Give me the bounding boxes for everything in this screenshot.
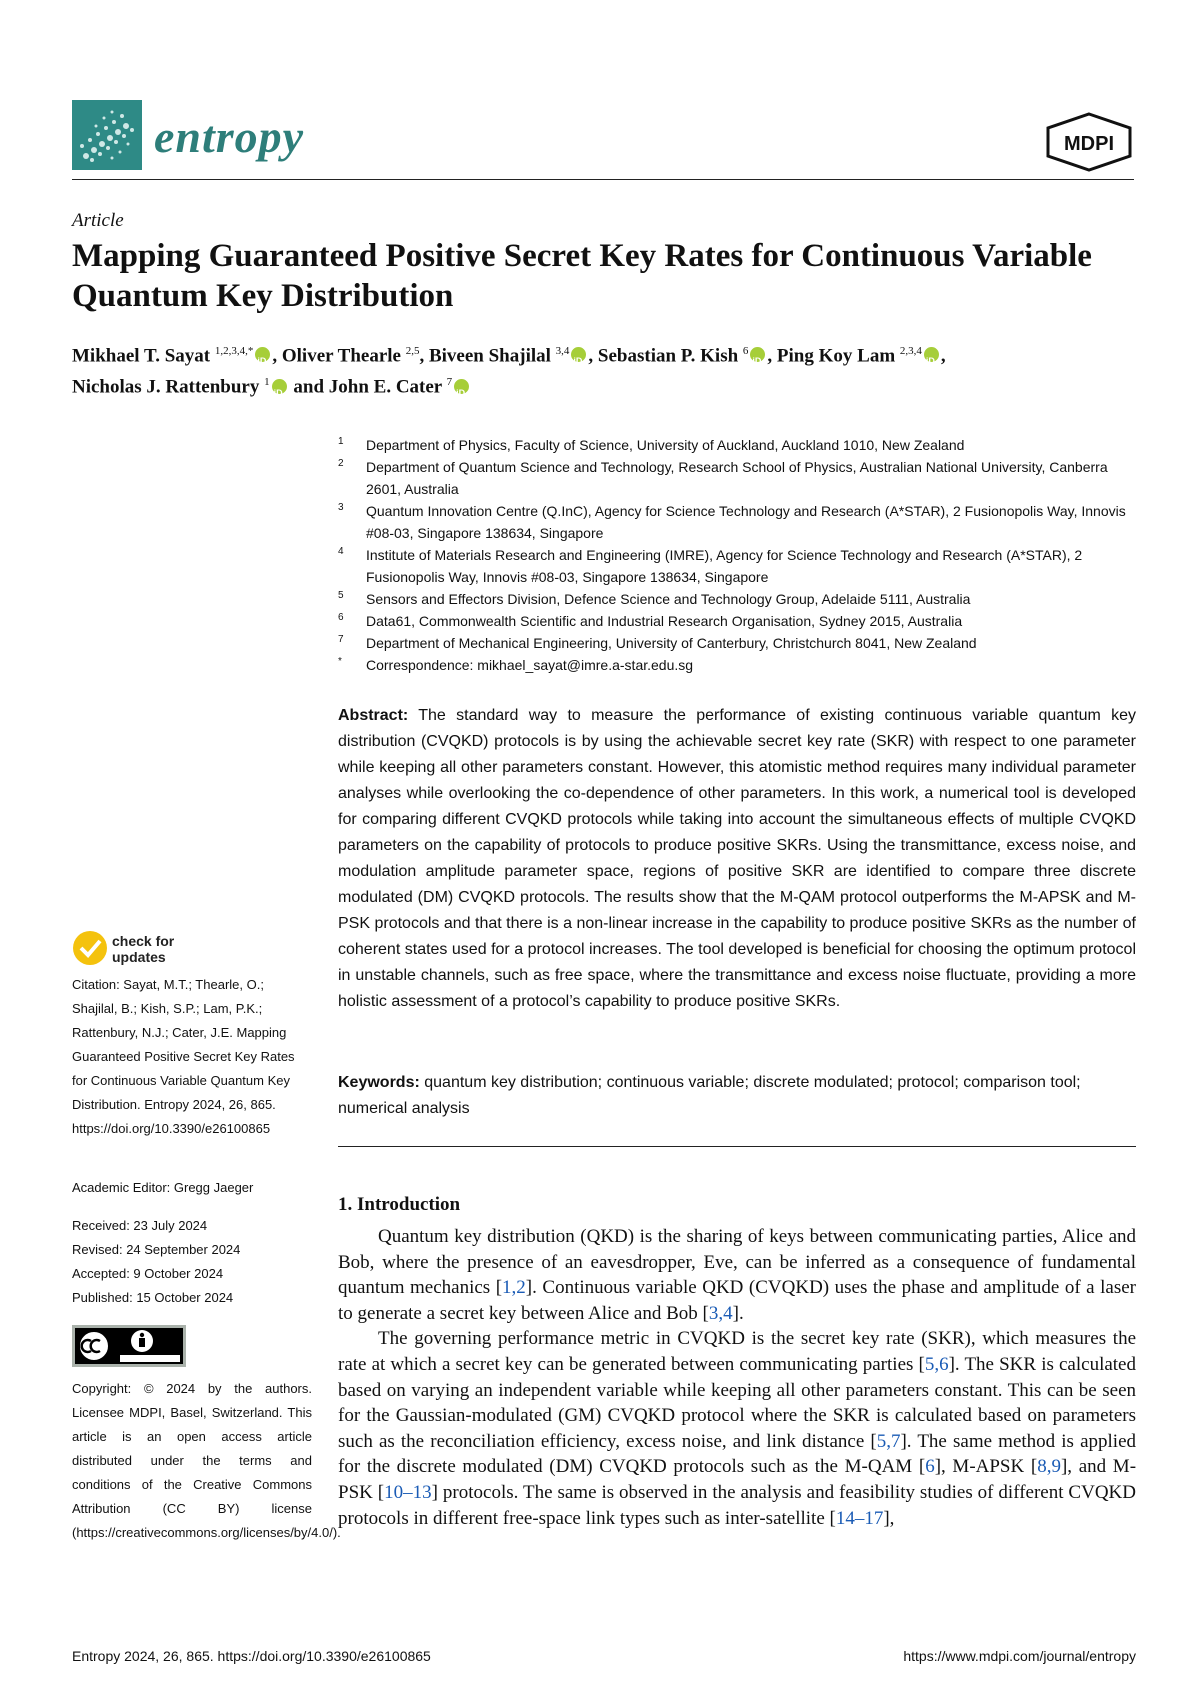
author-separator: , (419, 345, 429, 367)
affiliation-number: 1 (338, 436, 344, 447)
body-text: ]. The same method is applied for the discrete modulated (DM) CVQKD protocols such as the M-QAM [ (338, 1430, 1136, 1478)
orcid-icon[interactable] (454, 379, 469, 394)
affiliation-text: Department of Physics, Faculty of Science, University of Auckland, Auckland 1010, New Zealand (366, 437, 965, 453)
reference-link[interactable]: 6 (925, 1456, 935, 1478)
affiliation-item (338, 632, 1138, 654)
author-affiliation-marker: 6 (742, 345, 749, 357)
author-affiliation-marker: 1,2,3,4,* (214, 345, 254, 357)
body-text: ], (883, 1507, 895, 1529)
article-type: Article (72, 210, 124, 231)
author-affiliation-marker: 7 (446, 376, 453, 389)
body-text: ] protocols. The same is observed in the analysis and feasibility studies of different CVQKD protocols in different free-space link types such as inter-satellite [ (338, 1481, 1136, 1529)
article-title: Mapping Guaranteed Positive Secret Key Rates for Continuous Variable Quantum Key Distribution (72, 238, 1092, 314)
intro-paragraph-1 (338, 1224, 1136, 1326)
check-for-updates-button[interactable] (72, 928, 192, 968)
affiliation-text: Data61, Commonwealth Scientific and Industrial Research Organisation, Sydney 2015, Australia (366, 613, 963, 629)
check-updates-line2: updates (112, 949, 166, 965)
author-separator: and (288, 376, 329, 398)
orcid-icon[interactable] (255, 347, 270, 362)
affiliation-number: 4 (338, 546, 344, 557)
author-name: Biveen Shajilal (428, 345, 556, 367)
body-text: ]. Continuous variable QKD (CVQKD) uses the phase and amplitude of a laser to generate a secret key between Alice and Bob [ (338, 1277, 1136, 1324)
abstract-text: The standard way to measure the performance of existing continuous variable quantum key distribution (CVQKD) protocols is by using the achievable secret key rate (SKR) with respect to one parameter while keeping all other parameters constant. However, this atomistic method requires many individual parameter analyses while overlooking the co-dependence of other parameters. In this work, a numerical tool is developed for comparing different CVQKD protocols while taking into account the simultaneous effects of multiple CVQKD parameters on the capability of protocols to produce positive SKRs. Using the transmittance, excess noise, and modulation amplitude parameter space, regions of positive SKR are identified to compare three discrete modulated (DM) CVQKD protocols. The results show that the M-QAM protocol outperforms the M-APSK and M-PSK protocols and that there is a non-linear increase in the capability to produce positive SKRs as the number of coherent states used for a protocol increases. The tool developed is beneficial for choosing the optimum protocol in unstable channels, such as free space, where the transmittance and excess noise fluctuate, providing a more holistic assessment of a protocol’s capability to produce positive SKRs. (338, 707, 1137, 1010)
affiliation-text: Institute of Materials Research and Engineering (IMRE), Agency for Science Technology and Research (A*STAR), 2 Fusionopolis Way, Innovis #08-03, Singapore 138634, Singapore (366, 547, 1083, 585)
author-separator: , (767, 345, 777, 367)
accepted-date: Accepted: 9 October 2024 (72, 1266, 224, 1281)
abstract-divider (338, 1146, 1136, 1147)
author-affiliation-marker: 2,5 (405, 345, 420, 357)
affiliation-text: Correspondence: mikhael_sayat@imre.a-star.edu.sg (366, 657, 694, 673)
journal-name[interactable]: entropy (154, 111, 305, 162)
author-affiliation-marker: 3,4 (555, 345, 570, 357)
author-separator: , (940, 345, 946, 367)
affiliation-number: * (338, 656, 342, 667)
body-text: The governing performance metric in CVQKD is the secret key rate (SKR), which measures the rate at which a secret key can be generated between communicating parties [ (338, 1328, 1136, 1375)
affiliation-item (338, 456, 1138, 500)
affiliation-item (338, 588, 1138, 610)
academic-editor: Academic Editor: Gregg Jaeger (72, 1180, 254, 1195)
body-text: ]. (732, 1302, 744, 1324)
abstract-label: Abstract: (338, 707, 409, 724)
author-name: Nicholas J. Rattenbury (72, 376, 265, 398)
author-name: John E. Cater (328, 376, 447, 398)
affiliation-item (338, 500, 1138, 544)
author-separator: , (588, 345, 598, 367)
author-affiliation-marker: 2,3,4 (899, 345, 922, 357)
affiliation-number: 2 (338, 458, 344, 469)
affiliation-item (338, 544, 1138, 588)
author-name: Ping Koy Lam (776, 345, 900, 367)
publication-dates (72, 1214, 312, 1310)
reference-link[interactable]: 5,7 (876, 1430, 901, 1452)
published-date: Published: 15 October 2024 (72, 1290, 234, 1305)
keywords (338, 1070, 1136, 1122)
author-separator: , (272, 345, 282, 367)
affiliation-text: Quantum Innovation Centre (Q.InC), Agency for Science Technology and Research (A*STAR), 2 Fusionopolis Way, Innovis #08-03, Singapore 138634, Singapore (366, 503, 1126, 541)
copyright-notice: Copyright: © 2024 by the authors. Licensee MDPI, Basel, Switzerland. This article is an open access article distributed under the terms and conditions of the Creative Commons Attribution (CC BY) license (https://creativecommons.org/licenses/by/4.0/). (72, 1381, 341, 1540)
author-name: Oliver Thearle (281, 345, 406, 367)
affiliation-item (338, 654, 1138, 676)
abstract (338, 703, 1136, 1015)
affiliation-text: Department of Mechanical Engineering, University of Canterbury, Christchurch 8041, New Zealand (366, 635, 977, 651)
orcid-icon[interactable] (571, 347, 586, 362)
affiliation-item (338, 610, 1138, 632)
reference-link[interactable]: 10–13 (384, 1481, 432, 1503)
intro-paragraph-2 (338, 1326, 1136, 1531)
cc-by-license-icon[interactable] (72, 1325, 186, 1367)
body-text: Quantum key distribution (QKD) is the sharing of keys between communicating parties, Alice and Bob, where the presence of an eavesdropper, Eve, can be inferred as a consequence of fundamental quantum mechanics [ (338, 1226, 1136, 1299)
mdpi-logo-icon[interactable] (1042, 112, 1136, 172)
keywords-text: quantum key distribution; continuous variable; discrete modulated; protocol; comparison tool; numerical analysis (338, 1074, 1081, 1117)
received-date: Received: 23 July 2024 (72, 1218, 208, 1233)
section-heading-introduction: 1. Introduction (338, 1194, 461, 1215)
orcid-icon[interactable] (750, 347, 765, 362)
affiliation-number: 7 (338, 634, 344, 645)
body-text: ], and M-PSK [ (338, 1456, 1137, 1503)
journal-logo-icon (72, 100, 142, 170)
body-text: ]. The SKR is calculated based on varying an independent variable while keeping all other parameters constant. This can be seen for the Gaussian-modulated (GM) CVQKD protocol where the SKR is calculated based on parameters such as the reconciliation efficiency, excess noise, and link distance [ (338, 1353, 1136, 1452)
affiliation-item (338, 434, 1138, 456)
reference-link[interactable]: 3,4 (708, 1302, 733, 1324)
reference-link[interactable]: 14–17 (835, 1507, 884, 1529)
author-name: Mikhael T. Sayat (72, 345, 215, 367)
citation: Citation: Sayat, M.T.; Thearle, O.; Shajilal, B.; Kish, S.P.; Lam, P.K.; Rattenbury, N.J.; Cater, J.E. Mapping Guaranteed Positive Secret Key Rates for Continuous Variable Quantum Key Distribution. Entropy 2024, 26, 865. https://doi.org/10.3390/e26100865 (72, 977, 295, 1136)
reference-link[interactable]: 1,2 (502, 1277, 526, 1299)
affiliation-number: 3 (338, 502, 344, 513)
revised-date: Revised: 24 September 2024 (72, 1242, 241, 1257)
keywords-label: Keywords: (338, 1074, 420, 1091)
affiliation-number: 5 (338, 590, 344, 601)
author-list (72, 338, 1142, 401)
body-text: ], M-APSK [ (934, 1456, 1038, 1478)
affiliation-text: Sensors and Effectors Division, Defence Science and Technology Group, Adelaide 5111, Australia (366, 591, 971, 607)
author-affiliation-marker: 1 (264, 376, 270, 389)
check-updates-line1: check for (112, 933, 175, 949)
header-divider (72, 179, 1134, 180)
footer-citation[interactable]: Entropy 2024, 26, 865. https://doi.org/10.3390/e26100865 (72, 1648, 431, 1664)
orcid-icon[interactable] (272, 379, 287, 394)
reference-link[interactable]: 8,9 (1037, 1456, 1061, 1478)
reference-link[interactable]: 5,6 (924, 1353, 949, 1375)
author-name: Sebastian P. Kish (597, 345, 743, 367)
introduction-body (338, 1224, 1136, 1531)
orcid-icon[interactable] (924, 347, 939, 362)
affiliation-text: Department of Quantum Science and Technology, Research School of Physics, Australian National University, Canberra 2601, Australia (366, 459, 1108, 497)
footer-journal-link[interactable]: https://www.mdpi.com/journal/entropy (903, 1648, 1136, 1664)
affiliation-number: 6 (338, 612, 344, 623)
publisher-logo-text: MDPI (1064, 133, 1114, 155)
affiliation-list (338, 434, 1138, 676)
